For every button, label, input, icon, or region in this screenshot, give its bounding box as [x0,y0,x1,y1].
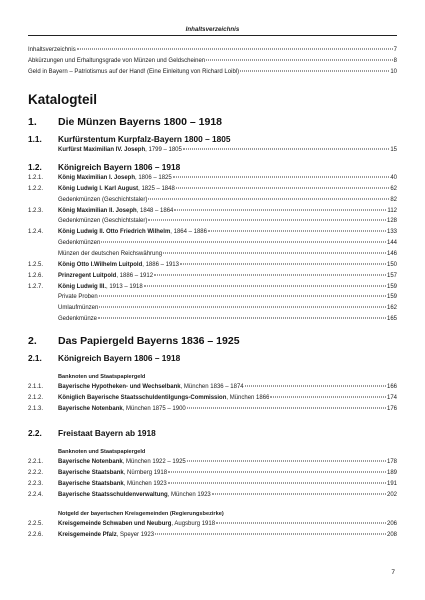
subsection-heading [28,428,397,438]
entry-number: 1.2.4. [28,229,44,236]
toc-entry[interactable] [28,469,397,477]
toc-page-number: 165 [386,316,397,323]
toc-entry[interactable] [28,315,397,323]
subsection-number: 2.2. [28,428,42,438]
subsection-heading [28,353,397,363]
toc-entry-text [58,207,173,215]
entry-detail: Gedenkmünzen (Geschichtstaler) [58,218,148,225]
subsection-number: 1.1. [28,134,42,144]
toc-entry-text [58,185,175,193]
toc-entry-text [58,531,154,539]
running-head: Inhaltsverzeichnis [185,26,240,33]
toc-page-number: 133 [386,229,397,236]
entry-name: Königlich Bayerische Staatsschuldentilgungs-Commission [58,395,227,401]
subsection-title: Königreich Bayern 1806 – 1918 [58,353,181,363]
toc-entry[interactable] [28,57,397,65]
entry-number: 2.1.3. [28,406,44,412]
toc-entry-text [58,469,167,477]
dot-leader [154,274,386,275]
entry-detail: , München 1866 [226,395,270,401]
toc-page-number: 150 [386,261,397,268]
toc-page-number: 159 [386,294,397,301]
entry-name: Kreisgemeinde Schwaben und Neuburg [58,521,172,527]
toc-page-number: 82 [390,196,397,203]
entry-name: Prinzregent Luitpold [58,272,117,279]
entry-name: Bayerische Hypotheken- und Wechselbank [58,384,181,390]
toc-entry[interactable] [28,531,397,539]
entry-name: Bayerische Notenbank [58,406,123,412]
entry-number: 1.2.3. [28,207,44,214]
entry-name: König Maximilian I. Joseph [58,175,136,181]
toc-entry-text [58,458,186,466]
toc-entry-text: Abkürzungen und Erhaltungsgrade von Münzen und Geldscheinen [28,58,206,64]
section-title: Die Münzen Bayerns 1800 – 1918 [58,116,223,128]
dot-leader [77,49,393,50]
toc-page-number: 189 [386,470,397,476]
toc-entry[interactable] [28,239,397,247]
toc-entry[interactable] [28,383,397,391]
dot-leader [183,149,389,150]
toc-page-number: 159 [386,283,397,290]
dot-leader [148,198,389,199]
entry-number: 1.2.1. [28,175,44,181]
dot-leader [174,209,386,210]
section-heading [28,335,397,347]
entry-detail: , Speyer 1923 [116,532,155,538]
toc-page-number: 176 [386,406,397,412]
dot-leader [187,408,386,409]
toc-page-number: 146 [386,250,397,257]
entry-detail: , 1913 – 1918 [106,283,143,290]
subsection-title: Kurfürstentum Kurpfalz-Bayern 1800 – 1805 [58,134,231,144]
subsection-number: 2.1. [28,353,42,363]
toc-entry-text [58,239,100,247]
entry-detail: , Augsburg 1918 [171,521,216,527]
entry-name: Kreisgemeinde Pfalz [58,532,117,538]
entry-name: Bayerische Staatsschuldenverwaltung [58,492,168,498]
entry-number: 2.2.2. [28,470,44,476]
toc-entry-text [58,146,182,154]
entry-detail: , 1799 – 1805 [145,147,182,153]
dot-leader [163,252,386,253]
entry-detail: Private Proben [58,294,98,301]
dot-leader [187,461,386,462]
entry-number: 2.2.4. [28,492,44,498]
toc-entry[interactable] [28,217,397,225]
toc-entry[interactable] [28,405,397,413]
toc-entry-text [58,480,167,488]
entry-detail: , München 1922 – 1925 [122,459,186,465]
dot-leader [240,71,389,72]
entry-number: 2.2.5. [28,521,44,527]
toc-entry-text [58,405,186,413]
entry-detail: , München 1923 [167,492,211,498]
entry-name: Bayerische Notenbank [58,459,123,465]
dot-leader [206,60,393,61]
entry-number: 2.1.1. [28,384,44,390]
dot-leader [176,187,390,188]
entry-detail: , Nürnberg 1918 [123,470,168,476]
entry-number: 2.2.3. [28,481,44,487]
entry-number: 1.2.5. [28,261,44,268]
toc-entry[interactable] [28,293,397,301]
subsection-heading [28,134,397,144]
toc-entry-text [58,283,143,291]
entry-name: König Ludwig I. Karl August [58,185,139,192]
dot-leader [99,307,386,308]
subsection-number: 1.2. [28,162,42,172]
toc-entry-text [58,491,211,499]
toc-entry[interactable] [28,394,397,402]
entry-detail: Gedenkmünzen [58,240,101,247]
entry-name: König Maximilian II. Joseph [58,207,137,214]
entry-name: Bayerische Staatsbank [58,481,124,487]
dot-leader [148,220,386,221]
entry-number: 2.2.1. [28,459,44,465]
dot-leader [144,285,386,286]
dot-leader [212,494,386,495]
toc-entry-text [58,315,97,323]
toc-entry[interactable] [28,272,397,280]
toc-entry[interactable] [28,228,397,236]
entry-detail: , 1886 – 1913 [142,261,179,268]
dot-leader [180,263,386,264]
toc-page-number: 206 [386,521,397,527]
entry-detail: Gedenkmünze [58,316,98,323]
entry-detail: , 1864 – 1886 [170,229,207,236]
entry-detail: Münzen der deutschen Reichswährung [58,250,163,257]
entry-name: König Ludwig II. Otto Friedrich Wilhelm [58,229,171,236]
toc-entry[interactable] [28,283,397,291]
dot-leader [168,472,386,473]
toc-entry-text [58,383,244,391]
toc-page-number: 208 [386,532,397,538]
entry-number: 2.1.2. [28,395,44,401]
section-heading [28,116,397,128]
toc-page-number: 191 [386,481,397,487]
entry-name: König Ludwig III. [58,283,106,290]
toc-entry-text [58,293,98,301]
toc-page-number: 112 [387,207,397,214]
group-label: Banknoten und Staatspapiergeld [58,374,146,380]
toc-entry[interactable] [28,146,397,154]
toc-page-number: 8 [393,58,397,64]
toc-entry-text [58,196,147,204]
dot-leader [99,296,386,297]
section-number: 2. [28,335,37,347]
entry-number: 1.2.7. [28,283,44,290]
katalogteil-heading: Katalogteil [28,92,98,107]
section-number: 1. [28,116,37,128]
toc-page-number: 202 [386,492,397,498]
entry-name: Bayerische Staatsbank [58,470,124,476]
toc-page-number: 40 [390,175,397,181]
entry-number: 2.2.6. [28,532,44,538]
entry-detail: , 1825 – 1848 [138,185,175,192]
toc-entry[interactable] [28,520,397,528]
toc-entry-text [58,272,153,280]
toc-page-number: 157 [386,272,397,279]
toc-entry-text [58,304,98,312]
toc-page-number: 10 [390,69,397,75]
toc-entry[interactable] [28,491,397,499]
toc-entry[interactable] [28,46,397,54]
toc-entry-text: Inhaltsverzeichnis [28,47,76,53]
toc-entry-text [58,261,179,269]
toc-entry[interactable] [28,261,397,269]
entry-detail: Umlaufmünzen [58,305,99,312]
toc-entry-text [58,174,172,182]
subsection-title: Freistaat Bayern ab 1918 [58,428,156,438]
entry-name: Kurfürst Maximilian IV. Joseph [58,147,146,153]
entry-detail: , München 1875 – 1900 [122,406,186,412]
toc-entry-text [58,520,215,528]
toc-page-number: 174 [386,395,397,401]
subsection-heading [28,162,397,172]
toc-page-number: 62 [390,185,397,192]
dot-leader [155,534,386,535]
dot-leader [216,523,386,524]
dot-leader [168,483,386,484]
toc-entry[interactable] [28,68,397,76]
toc-entry[interactable] [28,185,397,193]
toc-entry[interactable] [28,174,397,182]
subsection-title: Königreich Bayern 1806 – 1918 [58,162,181,172]
dot-leader [245,386,386,387]
entry-detail: Gedenkmünzen (Geschichtstaler) [58,196,148,203]
dot-leader [270,397,386,398]
entry-number: 1.2.2. [28,185,44,192]
dot-leader [101,242,386,243]
toc-page-number: 166 [386,384,397,390]
dot-leader [173,177,390,178]
page-number: 7 [391,569,395,576]
toc-page-number: 128 [386,218,397,225]
entry-detail: , 1886 – 1912 [116,272,154,279]
toc-entry-text: Geld in Bayern – Patriotismus auf der Hand! (Eine Einleitung von Richard Loibl) [28,69,240,75]
entry-detail: , 1806 – 1825 [135,175,172,181]
toc-entry[interactable] [28,207,397,215]
toc-page-number: 15 [390,147,397,153]
entry-detail: , 1848 – 1864 [136,207,174,214]
entry-name: König Otto I.Wilhelm Luitpold [58,261,143,268]
toc-page-number: 162 [386,305,397,312]
toc-entry-text [58,228,207,236]
toc-entry[interactable] [28,250,397,258]
toc-entry[interactable] [28,458,397,466]
toc-entry[interactable] [28,196,397,204]
entry-detail: , München 1836 – 1874 [180,384,244,390]
group-label: Banknoten und Staatspapiergeld [58,449,146,455]
toc-entry[interactable] [28,480,397,488]
entry-detail: , München 1923 [123,481,167,487]
section-title: Das Papiergeld Bayerns 1836 – 1925 [58,335,240,347]
entry-number: 1.2.6. [28,272,44,279]
toc-page-number: 144 [386,240,397,247]
toc-entry-text [58,394,269,402]
group-label: Notgeld der bayerischen Kreisgemeinden (Regierungsbezirke) [58,511,224,517]
toc-page-number: 7 [393,47,397,53]
dot-leader [208,231,386,232]
toc-entry-text [58,217,147,225]
toc-entry[interactable] [28,304,397,312]
header-rule [28,35,397,36]
dot-leader [98,318,386,319]
toc-entry-text [58,250,162,258]
toc-page-number: 178 [386,459,397,465]
